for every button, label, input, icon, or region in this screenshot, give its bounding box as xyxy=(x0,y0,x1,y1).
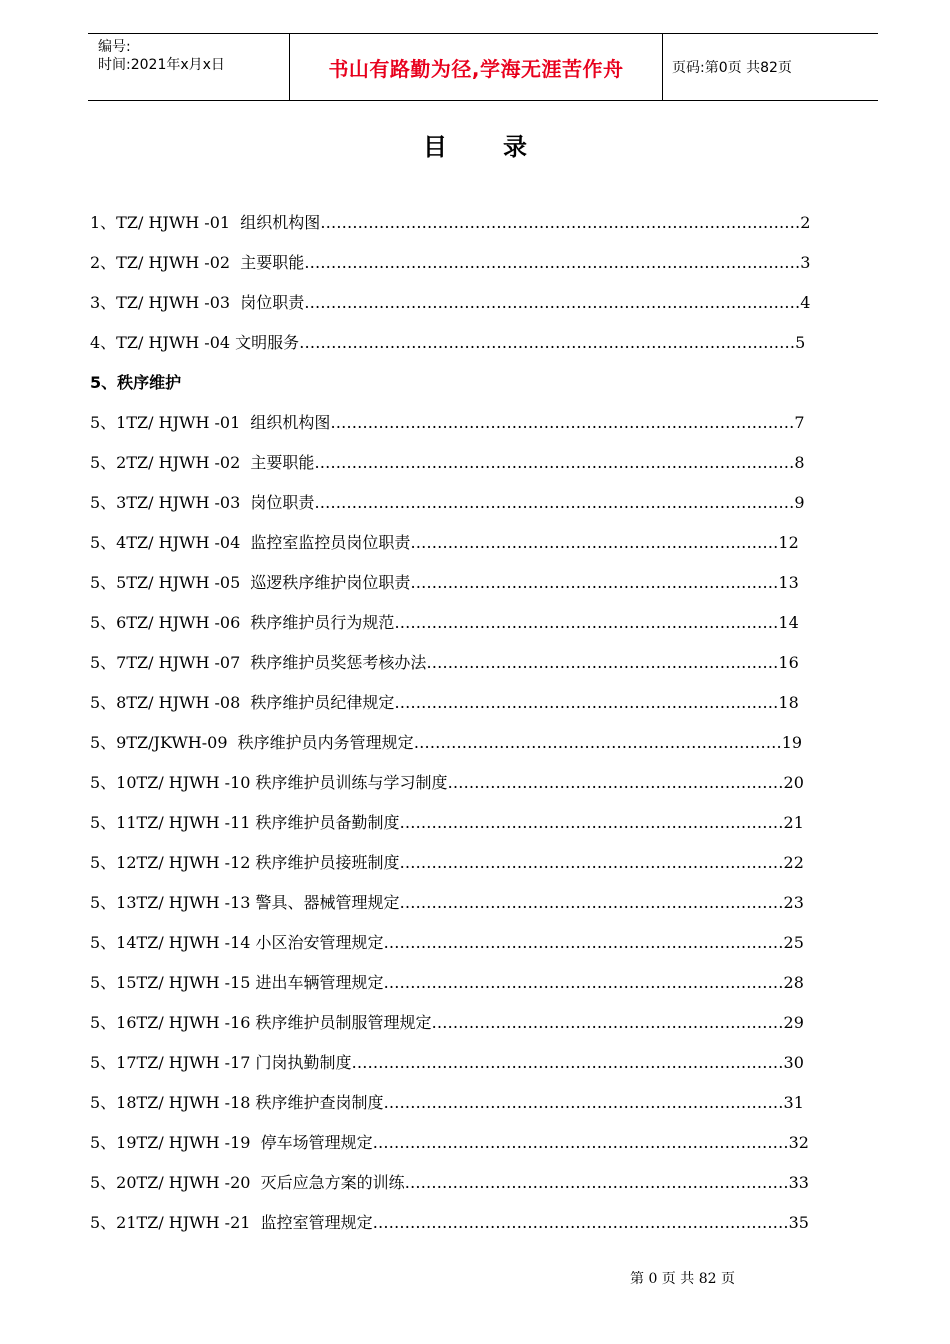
toc-page-number: 30 xyxy=(783,1053,804,1072)
toc-leader-dots: ……………………………………………………………………………… xyxy=(320,213,801,232)
toc-entry[interactable] xyxy=(90,450,810,490)
toc-entry-label: 5、7TZ/ HJWH -07 秩序维护员奖惩考核办法 xyxy=(90,653,427,672)
toc-leader-dots: ……………………………………………………… xyxy=(447,773,784,792)
toc-entry-label: 5、19TZ/ HJWH -19 停车场管理规定 xyxy=(90,1133,373,1152)
toc-page-number: 7 xyxy=(794,413,805,432)
toc-page-number: 14 xyxy=(778,613,799,632)
toc-page-number: 29 xyxy=(783,1013,804,1032)
toc-entry-label: 1、TZ/ HJWH -01 组织机构图 xyxy=(90,213,321,232)
toc-entry[interactable] xyxy=(90,650,810,690)
toc-leader-dots: …………………………………………………………………… xyxy=(372,1133,789,1152)
toc-entry-label: 5、18TZ/ HJWH -18 秩序维护查岗制度 xyxy=(90,1093,384,1112)
header-page-cell xyxy=(662,34,878,100)
toc-entry[interactable] xyxy=(90,490,810,530)
toc-entry[interactable] xyxy=(90,850,810,890)
toc-leader-dots: ………………………………………………………………… xyxy=(383,1093,784,1112)
toc-leader-dots: …………………………………………………………………… xyxy=(372,1213,789,1232)
toc-page-number: 35 xyxy=(788,1213,809,1232)
toc-leader-dots: ………………………………………………………………………………… xyxy=(304,293,801,312)
toc-entry-label: 5、8TZ/ HJWH -08 秩序维护员纪律规定 xyxy=(90,693,395,712)
toc-entry[interactable] xyxy=(90,410,810,450)
toc-entry-label: 5、11TZ/ HJWH -11 秩序维护员备勤制度 xyxy=(90,813,400,832)
toc-leader-dots: ………………………………………………………… xyxy=(431,1013,784,1032)
toc-page-number: 2 xyxy=(800,213,811,232)
toc-entry-label: 5、9TZ/JKWH-09 秩序维护员内务管理规定 xyxy=(90,733,414,752)
toc-leader-dots: ………………………………………………………… xyxy=(426,653,779,672)
toc-entry-label: 5、14TZ/ HJWH -14 小区治安管理规定 xyxy=(90,933,384,952)
toc-page-number: 16 xyxy=(778,653,799,672)
header-meta-cell xyxy=(88,34,290,100)
toc-entry-label: 5、6TZ/ HJWH -06 秩序维护员行为规范 xyxy=(90,613,395,632)
toc-entry[interactable] xyxy=(90,930,810,970)
toc-page-number: 19 xyxy=(781,733,803,752)
toc-entry-label: 5、1TZ/ HJWH -01 组织机构图 xyxy=(90,413,331,432)
toc-entry-label: 5、20TZ/ HJWH -20 灭后应急方案的训练 xyxy=(90,1173,405,1192)
toc-entry-label: 2、TZ/ HJWH -02 主要职能 xyxy=(90,253,305,272)
toc-leader-dots: ………………………………………………………………………………… xyxy=(304,253,801,272)
toc-entry[interactable] xyxy=(90,1170,810,1210)
toc-leader-dots: …………………………………………………………………………… xyxy=(330,413,795,432)
table-of-contents xyxy=(90,210,810,1250)
date-label: 时间:2021年x月x日 xyxy=(98,57,225,73)
toc-entry[interactable] xyxy=(90,1050,810,1090)
toc-entry-label: 5、13TZ/ HJWH -13 警具、器械管理规定 xyxy=(90,893,400,912)
toc-entry-label: 5、5TZ/ HJWH -05 巡逻秩序维护岗位职责 xyxy=(90,573,411,592)
toc-page-number: 22 xyxy=(783,853,804,872)
toc-page-number: 25 xyxy=(783,933,804,952)
toc-leader-dots: …………………………………………………………… xyxy=(410,573,779,592)
toc-entry[interactable] xyxy=(90,290,810,330)
toc-leader-dots: ……………………………………………………………… xyxy=(399,813,784,832)
toc-section-heading[interactable] xyxy=(90,370,810,410)
header-page-info: 页码:第0页 共82页 xyxy=(672,60,792,76)
toc-page-number: 9 xyxy=(794,493,805,512)
toc-entry[interactable] xyxy=(90,330,810,370)
toc-entry[interactable] xyxy=(90,1210,810,1250)
toc-entry[interactable] xyxy=(90,890,810,930)
page-title: 目录 xyxy=(423,133,583,161)
toc-leader-dots: ………………………………………………………………………………… xyxy=(299,333,796,352)
toc-entry-label: 5、4TZ/ HJWH -04 监控室监控员岗位职责 xyxy=(90,533,411,552)
toc-leader-dots: ………………………………………………………………… xyxy=(383,933,784,952)
toc-page-number: 18 xyxy=(778,693,799,712)
toc-entry[interactable] xyxy=(90,810,810,850)
toc-page-number: 28 xyxy=(783,973,804,992)
toc-entry-label: 5、3TZ/ HJWH -03 岗位职责 xyxy=(90,493,315,512)
number-label: 编号: xyxy=(98,39,131,55)
toc-leader-dots: ………………………………………………………………… xyxy=(383,973,784,992)
header-motto-cell xyxy=(290,34,663,100)
toc-entry-label: 5、21TZ/ HJWH -21 监控室管理规定 xyxy=(90,1213,373,1232)
toc-page-number: 13 xyxy=(778,573,799,592)
toc-entry[interactable] xyxy=(90,250,810,290)
toc-entry[interactable] xyxy=(90,610,810,650)
toc-entry-label: 5、10TZ/ HJWH -10 秩序维护员训练与学习制度 xyxy=(90,773,448,792)
toc-leader-dots: ……………………………………………………………… xyxy=(404,1173,789,1192)
toc-entry[interactable] xyxy=(90,1130,810,1170)
toc-entry-label: 5、17TZ/ HJWH -17 门岗执勤制度 xyxy=(90,1053,352,1072)
toc-page-number: 32 xyxy=(788,1133,809,1152)
toc-page-number: 31 xyxy=(783,1093,804,1112)
toc-entry[interactable] xyxy=(90,1090,810,1130)
toc-page-number: 23 xyxy=(783,893,804,912)
toc-entry[interactable] xyxy=(90,1010,810,1050)
toc-leader-dots: ……………………………………………………………………… xyxy=(351,1053,784,1072)
toc-page-number: 8 xyxy=(794,453,805,472)
toc-page-number: 5 xyxy=(795,333,806,352)
toc-entry[interactable] xyxy=(90,690,810,730)
toc-leader-dots: ……………………………………………………………… xyxy=(394,693,779,712)
toc-leader-dots: ……………………………………………………………… xyxy=(399,893,784,912)
toc-entry-label: 5、16TZ/ HJWH -16 秩序维护员制服管理规定 xyxy=(90,1013,432,1032)
page-footer: 第 0 页 共 82 页 xyxy=(630,1271,735,1287)
toc-entry[interactable] xyxy=(90,730,810,770)
motto-text: 书山有路勤为径,学海无涯苦作舟 xyxy=(328,56,624,81)
toc-entry-label: 5、秩序维护 xyxy=(90,373,182,392)
toc-entry[interactable] xyxy=(90,210,810,250)
toc-entry-label: 5、15TZ/ HJWH -15 进出车辆管理规定 xyxy=(90,973,384,992)
toc-page-number: 3 xyxy=(800,253,811,272)
toc-leader-dots: ……………………………………………………………………………… xyxy=(314,453,795,472)
toc-page-number: 21 xyxy=(783,813,804,832)
toc-leader-dots: …………………………………………………………… xyxy=(413,733,782,752)
toc-page-number: 4 xyxy=(800,293,811,312)
toc-entry[interactable] xyxy=(90,770,810,810)
toc-page-number: 12 xyxy=(778,533,799,552)
toc-leader-dots: ……………………………………………………………… xyxy=(394,613,779,632)
toc-leader-dots: ……………………………………………………………………………… xyxy=(314,493,795,512)
toc-entry-label: 3、TZ/ HJWH -03 岗位职责 xyxy=(90,293,305,312)
toc-entry-label: 4、TZ/ HJWH -04 文明服务 xyxy=(90,333,300,352)
toc-entry-label: 5、2TZ/ HJWH -02 主要职能 xyxy=(90,453,315,472)
toc-entry[interactable] xyxy=(90,570,810,610)
toc-entry[interactable] xyxy=(90,530,810,570)
toc-page-number: 33 xyxy=(788,1173,809,1192)
toc-page-number: 20 xyxy=(783,773,804,792)
document-header xyxy=(88,33,878,101)
toc-entry-label: 5、12TZ/ HJWH -12 秩序维护员接班制度 xyxy=(90,853,400,872)
toc-leader-dots: ……………………………………………………………… xyxy=(399,853,784,872)
toc-entry[interactable] xyxy=(90,970,810,1010)
toc-leader-dots: …………………………………………………………… xyxy=(410,533,779,552)
